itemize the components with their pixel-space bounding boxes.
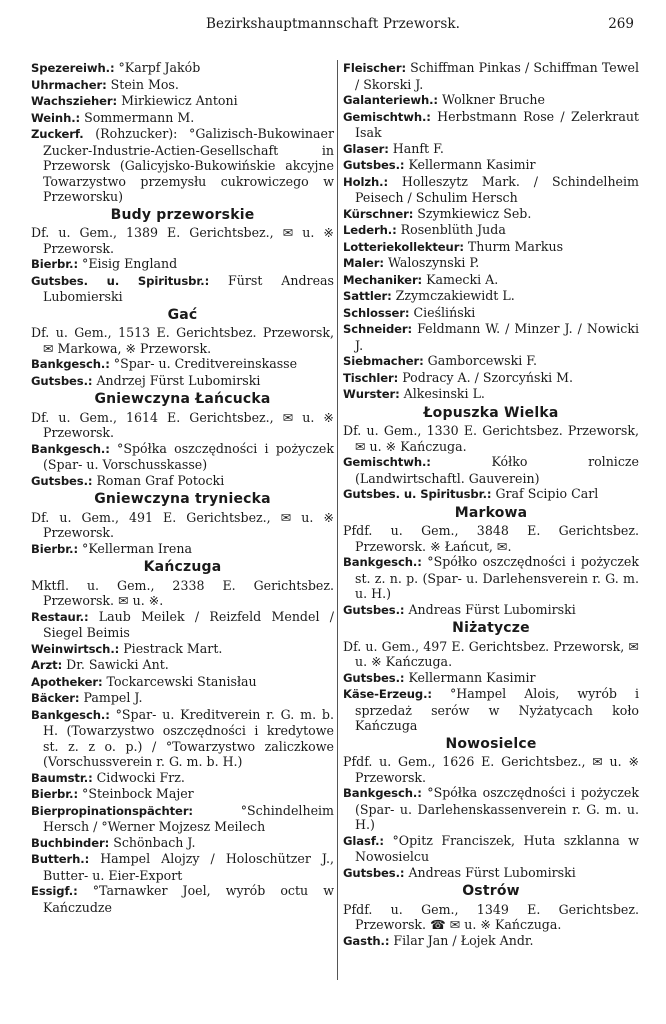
entry-text: Podracy A. / Szorcyński M.	[402, 369, 574, 385]
directory-entry	[31, 373, 334, 390]
directory-entry	[31, 641, 334, 658]
directory-entry	[31, 803, 334, 835]
place-heading: Gniewczyna trynieckа	[94, 491, 271, 507]
directory-entry	[31, 541, 334, 558]
entry-label: Gutsbes.:	[343, 865, 405, 880]
running-title: Bezirkshauptmannschaft Przeworsk.	[205, 16, 461, 32]
entry-label: Kürschner:	[343, 206, 414, 221]
entry-label: Essigf.:	[31, 884, 78, 898]
page-number: 269	[608, 16, 634, 32]
directory-entry	[343, 288, 639, 305]
entry-text: °Tarnawker Joel, wyrób octu w Kańczudze	[43, 883, 334, 915]
entry-text: Andreas Fürst Lubomirski	[408, 864, 576, 880]
entry-label: Lederh.:	[343, 223, 397, 237]
place-info: Df. u. Gem., 1513 E. Gerichtsbez. Przeworsk, ✉ Markowa, ※ Przeworsk.	[31, 325, 334, 356]
entry-label: Gutsbes.:	[31, 473, 93, 488]
entry-text: Roman Graf Potocki	[96, 472, 225, 488]
entry-label: Bierbr.:	[31, 787, 78, 801]
entry-label: Käse-Erzeug.:	[343, 687, 432, 701]
place-info: Df. u. Gem., 1389 E. Gerichtsbez., ✉ u. ※ Przeworsk.	[31, 225, 334, 256]
page-header	[30, 16, 636, 38]
entry-text: Tockarcewski Stanisłau	[106, 673, 257, 689]
entry-label: Galanteriewh.:	[343, 93, 438, 107]
directory-entry	[31, 473, 334, 490]
entry-text: Sommermann M.	[84, 109, 195, 125]
directory-entry	[343, 157, 639, 174]
directory-entry	[343, 370, 639, 387]
entry-text: Szymkiewicz Seb.	[417, 205, 532, 221]
directory-entry	[31, 441, 334, 473]
entry-text: °Spółka oszczędności i pożyczek (Spar- u. Darlehenskassenverein r. G. m. u. H.)	[355, 785, 639, 832]
entry-label: Fleischer:	[343, 61, 406, 75]
entry-label: Maler:	[343, 256, 384, 270]
entry-label: Gasth.:	[343, 933, 390, 948]
directory-entry	[31, 256, 334, 273]
directory-entry	[343, 321, 639, 353]
entry-label: Lotteriekollekteur:	[343, 239, 464, 254]
entry-text: Pampel J.	[83, 690, 143, 705]
entry-text: °Steinbock Majer	[82, 786, 194, 801]
entry-text: (Rohzucker): °Galizisch-Bukowinaer Zucker-Industrie-Actien-Gesellschaft in Przeworsk (Galicyjsko-Bukowińskie akcyjne Towarzystwo przemysłu cukrowiczego w Przeworsku)	[43, 126, 334, 204]
entry-label: Bankgesch.:	[31, 357, 110, 371]
directory-entry	[343, 602, 639, 619]
entry-text: °Kellerman Irena	[82, 540, 192, 556]
entry-text: Kellermann Kasimir	[408, 157, 536, 172]
entry-label: Buchbinder:	[31, 835, 110, 850]
entry-text: Cidwocki Frz.	[96, 769, 185, 785]
place-info: Mktfl. u. Gem., 2338 E. Gerichtsbez. Przeworsk. ✉ u. ※.	[31, 577, 334, 608]
entry-text: Alkesinski L.	[403, 386, 485, 401]
right-column	[343, 60, 639, 949]
entry-text: Graf Scipio Carl	[495, 486, 599, 501]
entry-label: Bankgesch.:	[343, 786, 422, 800]
directory-entry	[31, 657, 334, 674]
directory-entry	[343, 386, 639, 403]
directory-entry	[343, 239, 639, 256]
entry-text: Fürst Andreas Lubomierski	[43, 272, 334, 304]
entry-text: Hampel Alojzy / Holoschützer J., Butter- u. Eier-Export	[43, 851, 334, 883]
directory-entry	[31, 674, 334, 691]
entry-label: Bankgesch.:	[343, 555, 422, 569]
entry-text: Stein Mos.	[110, 76, 179, 92]
entry-text: Mirkiewicz Antoni	[121, 93, 238, 108]
directory-entry	[343, 554, 639, 602]
entry-label: Bankgesch.:	[31, 441, 110, 456]
directory-entry	[31, 356, 334, 373]
entry-label: Schlosser:	[343, 305, 410, 320]
entry-text: °Eisig England	[82, 256, 178, 271]
entry-label: Glasf.:	[343, 833, 384, 848]
directory-entry	[343, 833, 639, 865]
directory-entry	[31, 126, 334, 205]
entry-label: Zuckerf.	[31, 127, 84, 141]
directory-entry	[343, 60, 639, 92]
entry-label: Bankgesch.:	[31, 707, 110, 722]
place-heading: Nowosielce	[445, 735, 537, 752]
place-heading: Ostrów	[462, 883, 520, 899]
entry-label: Baumstr.:	[31, 770, 93, 785]
entry-text: Rosenblüth Juda	[400, 222, 506, 237]
entry-text: Hanft F.	[392, 140, 444, 156]
place-info: Pfdf. u. Gem., 1349 E. Gerichtsbez. Przeworsk. ☎ ✉ u. ※ Kańczuga.	[343, 901, 639, 932]
place-info: Df. u. Gem., 497 E. Gerichtsbez. Przeworsk, ✉ u. ※ Kańczuga.	[343, 638, 639, 669]
entry-text: Wolkner Bruche	[441, 92, 545, 107]
directory-entry	[343, 670, 639, 687]
directory-entry	[31, 883, 334, 915]
directory-entry	[31, 77, 334, 94]
directory-entry	[343, 353, 639, 370]
entry-label: Gemischtwh.:	[343, 109, 431, 124]
place-heading: Budy przeworskie	[110, 206, 255, 223]
entry-label: Uhrmacher:	[31, 77, 107, 92]
directory-entry	[343, 141, 639, 158]
entry-label: Gemischtwh.:	[343, 455, 431, 469]
entry-label: Mechaniker:	[343, 272, 423, 287]
entry-text: °Hampel Alois, wyrób i sprzedaż serów w Nyżatycach koło Kańczuga	[355, 686, 639, 733]
directory-entry	[31, 835, 334, 852]
place-heading: Kańczuga	[143, 559, 222, 575]
place-heading: Markowa	[454, 504, 528, 521]
entry-text: Schiffman Pinkas / Schiffman Tewel / Skorski J.	[355, 60, 639, 92]
directory-entry	[343, 109, 639, 141]
directory-entry	[31, 60, 334, 77]
place-info: Pfdf. u. Gem., 1626 E. Gerichtsbez., ✉ u. ※ Przeworsk.	[343, 754, 639, 785]
directory-entry	[31, 690, 334, 707]
entry-text: Filar Jan / Łojek Andr.	[393, 932, 534, 948]
directory-entry	[31, 273, 334, 305]
entry-text: Kamecki A.	[426, 271, 499, 287]
entry-text: Dr. Sawicki Ant.	[66, 657, 169, 672]
directory-entry	[31, 786, 334, 803]
entry-label: Bierpropinationspächter:	[31, 803, 193, 818]
entry-text: Kellermann Kasimir	[408, 669, 536, 685]
entry-text: Waloszynski P.	[387, 255, 480, 270]
entry-label: Spezereiwh.:	[31, 61, 115, 75]
entry-text: Andreas Fürst Lubomirski	[408, 601, 576, 617]
place-heading: Gniewczyna Łańcucka	[94, 391, 271, 407]
place-heading: Łopuszka Wielka	[423, 404, 559, 421]
entry-text: Laub Meilek / Reizfeld Mendel / Siegel Beimis	[43, 608, 334, 640]
directory-entry	[343, 305, 639, 322]
entry-text: °Opitz Franciszek, Huta szklanna w Nowosielcu	[355, 832, 639, 864]
entry-label: Gutsbes. u. Spiritusbr.:	[31, 273, 210, 288]
entry-text: Feldmann W. / Minzer J. / Nowicki J.	[355, 321, 639, 353]
entry-label: Schneider:	[343, 322, 413, 336]
place-heading: Niżatycze	[452, 620, 530, 636]
entry-label: Restaur.:	[31, 609, 89, 624]
entry-label: Butterh.:	[31, 852, 90, 866]
directory-entry	[343, 454, 639, 486]
directory-entry	[343, 933, 639, 950]
directory-entry	[343, 222, 639, 239]
entry-text: Cieśliński	[413, 304, 476, 320]
entry-text: °Spółka oszczędności i pożyczek (Spar- u. Vorschusskasse)	[43, 440, 334, 472]
entry-text: Schönbach J.	[113, 834, 196, 850]
entry-text: °Karpf Jakób	[118, 60, 201, 75]
entry-text: Andrzej Fürst Lubomirski	[96, 372, 261, 388]
entry-label: Gutsbes.:	[343, 158, 405, 172]
entry-label: Weinwirtsch.:	[31, 641, 120, 656]
entry-label: Siebmacher:	[343, 354, 424, 368]
entry-text: Zzymczakiewidt L.	[395, 288, 515, 303]
entry-label: Wachszieher:	[31, 94, 118, 108]
directory-entry	[343, 255, 639, 272]
directory-entry	[343, 92, 639, 109]
place-info: Df. u. Gem., 491 E. Gerichtsbez., ✉ u. ※ Przeworsk.	[31, 509, 334, 540]
entry-label: Gutsbes. u. Spiritusbr.:	[343, 487, 492, 501]
entry-text: Gamborcewski F.	[427, 353, 538, 368]
entry-label: Gutsbes.:	[343, 670, 405, 685]
entry-label: Bierbr.:	[31, 541, 78, 556]
directory-entry	[343, 785, 639, 833]
entry-label: Weinh.:	[31, 110, 81, 125]
directory-entry	[343, 865, 639, 882]
directory-entry	[31, 770, 334, 787]
directory-entry	[31, 851, 334, 883]
entry-label: Arzt:	[31, 658, 63, 672]
directory-entry	[31, 110, 334, 127]
place-heading: Gać	[167, 306, 198, 323]
directory-entry	[343, 206, 639, 223]
entry-label: Tischler:	[343, 370, 399, 385]
directory-entry	[31, 707, 334, 770]
entry-label: Apotheker:	[31, 674, 103, 689]
entry-text: °Spar- u. Kreditverein r. G. m. b. H. (Towarzystwo oszczędności i kredytowe st. z. z o. p.) / °Towarzystwo zaliczkowe (Vorschussverein r. G. m. b. H.)	[43, 706, 334, 769]
directory-entry	[31, 93, 334, 110]
entry-text: Thurm Markus	[467, 238, 564, 254]
entry-text: °Schindelheim Hersch / °Werner Mojzesz Meilech	[43, 802, 334, 834]
entry-text: °Spar- u. Creditvereinskasse	[113, 356, 298, 371]
entry-label: Bierbr.:	[31, 257, 78, 271]
entry-label: Bäcker:	[31, 691, 80, 705]
entry-text: °Spółko oszczędności i pożyczek st. z. n. p. (Spar- u. Darlehensverein r. G. m. u. H.)	[355, 554, 639, 601]
left-column	[31, 60, 334, 949]
directory-entry	[343, 272, 639, 289]
entry-label: Gutsbes.:	[343, 602, 405, 617]
place-info: Pfdf. u. Gem., 3848 E. Gerichtsbez. Przeworsk. ※ Łańcut, ✉.	[343, 523, 639, 554]
entry-label: Holzh.:	[343, 174, 388, 189]
entry-text: Holleszytz Mark. / Schindelheim Peisech / Schulim Hersch	[355, 173, 639, 205]
place-info: Df. u. Gem., 1614 E. Gerichtsbez., ✉ u. ※ Przeworsk.	[31, 409, 334, 440]
directory-entry	[343, 174, 639, 206]
entry-label: Glaser:	[343, 141, 389, 156]
entry-label: Wurster:	[343, 387, 400, 401]
entry-label: Gutsbes.:	[31, 373, 93, 388]
place-info: Df. u. Gem., 1330 E. Gerichtsbez. Przeworsk, ✉ u. ※ Kańczuga.	[343, 423, 639, 454]
directory-columns	[31, 60, 639, 949]
directory-entry	[31, 609, 334, 641]
entry-text: Piestrack Mart.	[123, 640, 223, 656]
directory-entry	[343, 486, 639, 503]
entry-text: Kółko rolnicze (Landwirtschaftl. Gauverein)	[355, 454, 639, 486]
entry-label: Sattler:	[343, 289, 392, 303]
entry-text: Herbstmann Rose / Zelerkraut Isak	[355, 108, 639, 140]
directory-entry	[343, 686, 639, 734]
